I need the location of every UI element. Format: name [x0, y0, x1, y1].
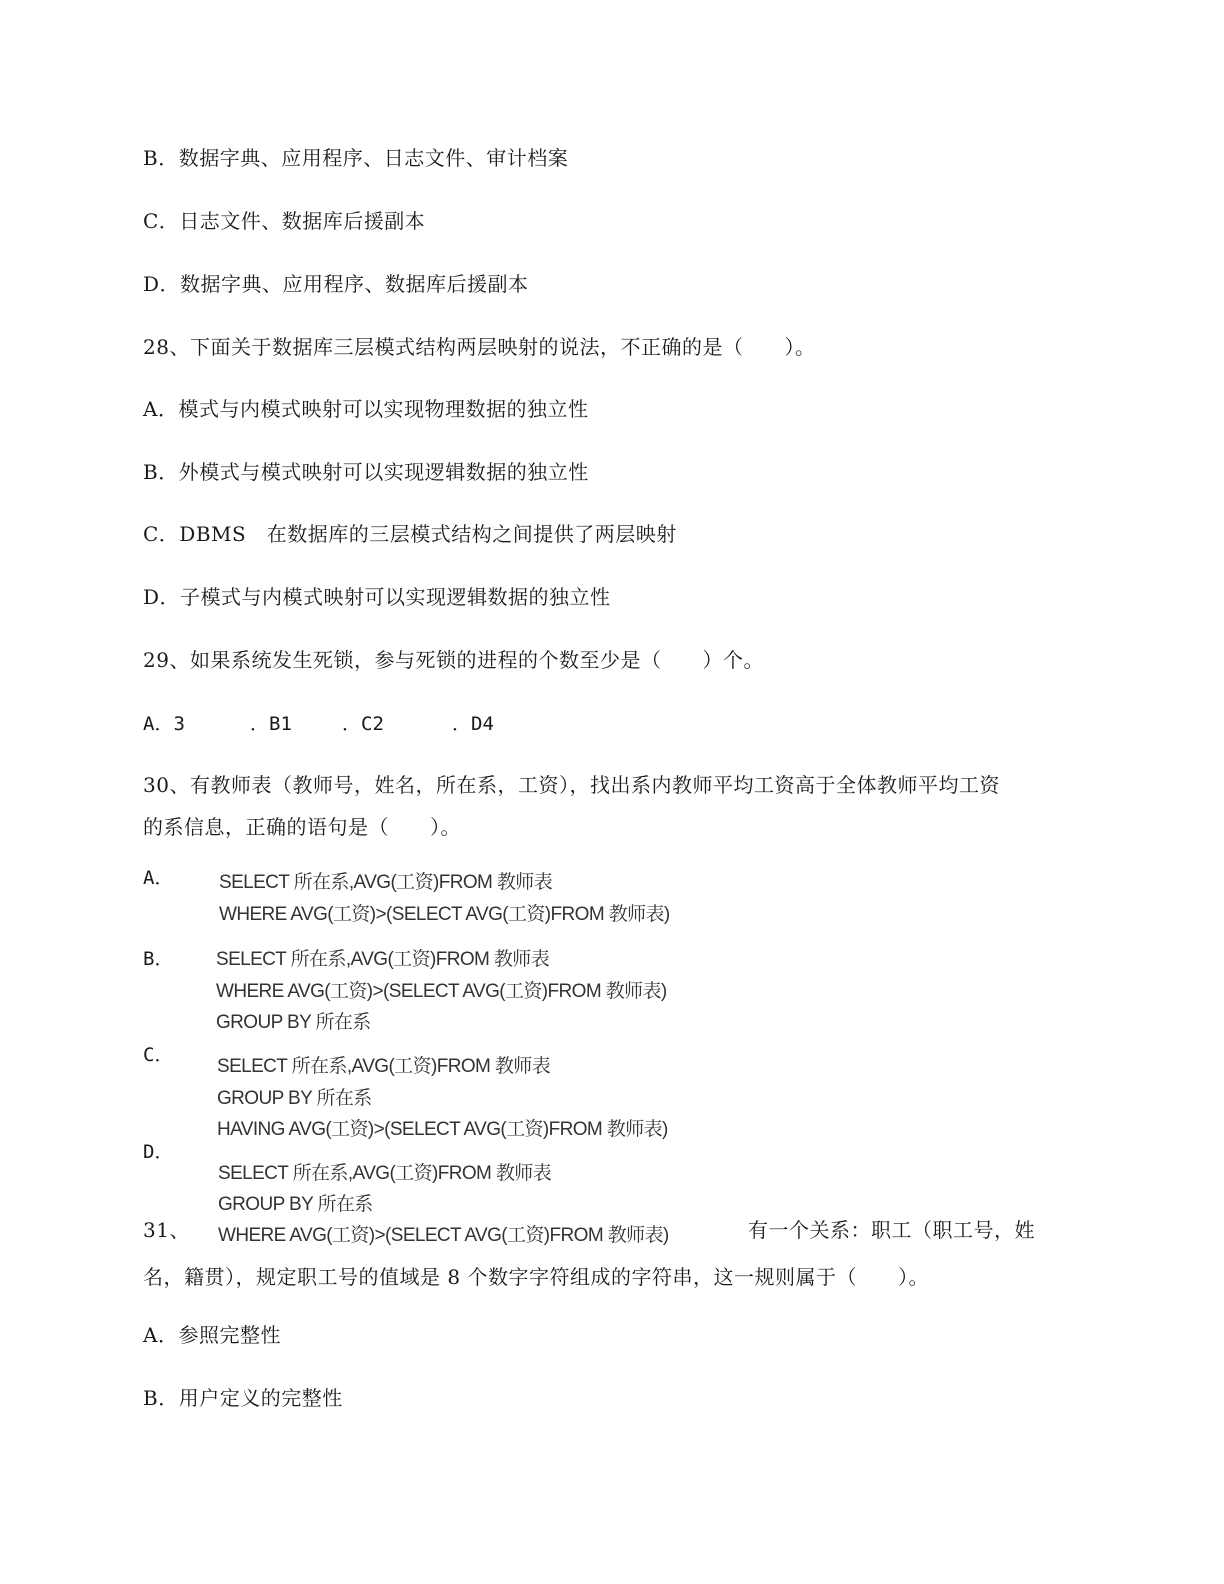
q30-option-a-code-line1: SELECT 所在系,AVG(工资)FROM 教师表	[219, 872, 553, 893]
q30-option-c-code-line1: SELECT 所在系,AVG(工资)FROM 教师表	[217, 1056, 551, 1077]
q30-option-b-label: B．	[143, 948, 174, 970]
q31-option-b: B．用户定义的完整性	[143, 1386, 343, 1410]
q29-option-a: A．3	[143, 713, 185, 735]
q31-option-a: A．参照完整性	[143, 1323, 281, 1347]
q30-option-c-label: C．	[143, 1044, 174, 1066]
q30-option-d-label: D．	[143, 1141, 174, 1163]
q28-stem: 28、下面关于数据库三层模式结构两层映射的说法，不正确的是（ ）。	[143, 335, 816, 359]
q28-option-a: A．模式与内模式映射可以实现物理数据的独立性	[143, 397, 589, 421]
q30-option-a-code-line2: WHERE AVG(工资)>(SELECT AVG(工资)FROM 教师表)	[219, 904, 670, 925]
q31-stem-tail: 有一个关系：职工（职工号，姓	[748, 1218, 1035, 1242]
q30-stem-line2: 的系信息，正确的语句是（ ）。	[143, 815, 461, 839]
q30-option-d-code-line1: SELECT 所在系,AVG(工资)FROM 教师表	[218, 1163, 552, 1184]
q30-option-a-label: A．	[143, 867, 174, 889]
q28-option-b: B．外模式与模式映射可以实现逻辑数据的独立性	[143, 460, 589, 484]
q27-option-c: C．日志文件、数据库后援副本	[143, 209, 426, 233]
q30-option-d-code-line3: WHERE AVG(工资)>(SELECT AVG(工资)FROM 教师表)	[218, 1225, 669, 1246]
q30-option-b-code-line3: GROUP BY 所在系	[216, 1012, 371, 1033]
q30-option-b-code-line2: WHERE AVG(工资)>(SELECT AVG(工资)FROM 教师表)	[216, 981, 667, 1002]
q31-stem-line2: 名，籍贯），规定职工号的值域是 8 个数字字符组成的字符串，这一规则属于（ ）。	[143, 1265, 929, 1289]
q27-option-b: B．数据字典、应用程序、日志文件、审计档案	[143, 146, 569, 170]
q27-option-d: D．数据字典、应用程序、数据库后援副本	[143, 272, 529, 296]
q30-stem-line1: 30、有教师表（教师号，姓名，所在系，工资），找出系内教师平均工资高于全体教师平均工资	[143, 773, 1000, 797]
q31-number: 31、	[143, 1218, 190, 1242]
q30-option-c-code-line3: HAVING AVG(工资)>(SELECT AVG(工资)FROM 教师表)	[217, 1119, 668, 1140]
q29-option-d: ．D4	[452, 713, 494, 735]
q30-option-b-code-line1: SELECT 所在系,AVG(工资)FROM 教师表	[216, 949, 550, 970]
q28-option-d: D．子模式与内模式映射可以实现逻辑数据的独立性	[143, 585, 611, 609]
q28-option-c: C．DBMS 在数据库的三层模式结构之间提供了两层映射	[143, 522, 677, 546]
q30-option-c-code-line2: GROUP BY 所在系	[217, 1088, 372, 1109]
q29-option-b: ．B1	[250, 713, 292, 735]
q29-stem: 29、如果系统发生死锁，参与死锁的进程的个数至少是（ ）个。	[143, 648, 764, 672]
q30-option-d-code-line2: GROUP BY 所在系	[218, 1194, 373, 1215]
q29-option-c: ．C2	[342, 713, 384, 735]
